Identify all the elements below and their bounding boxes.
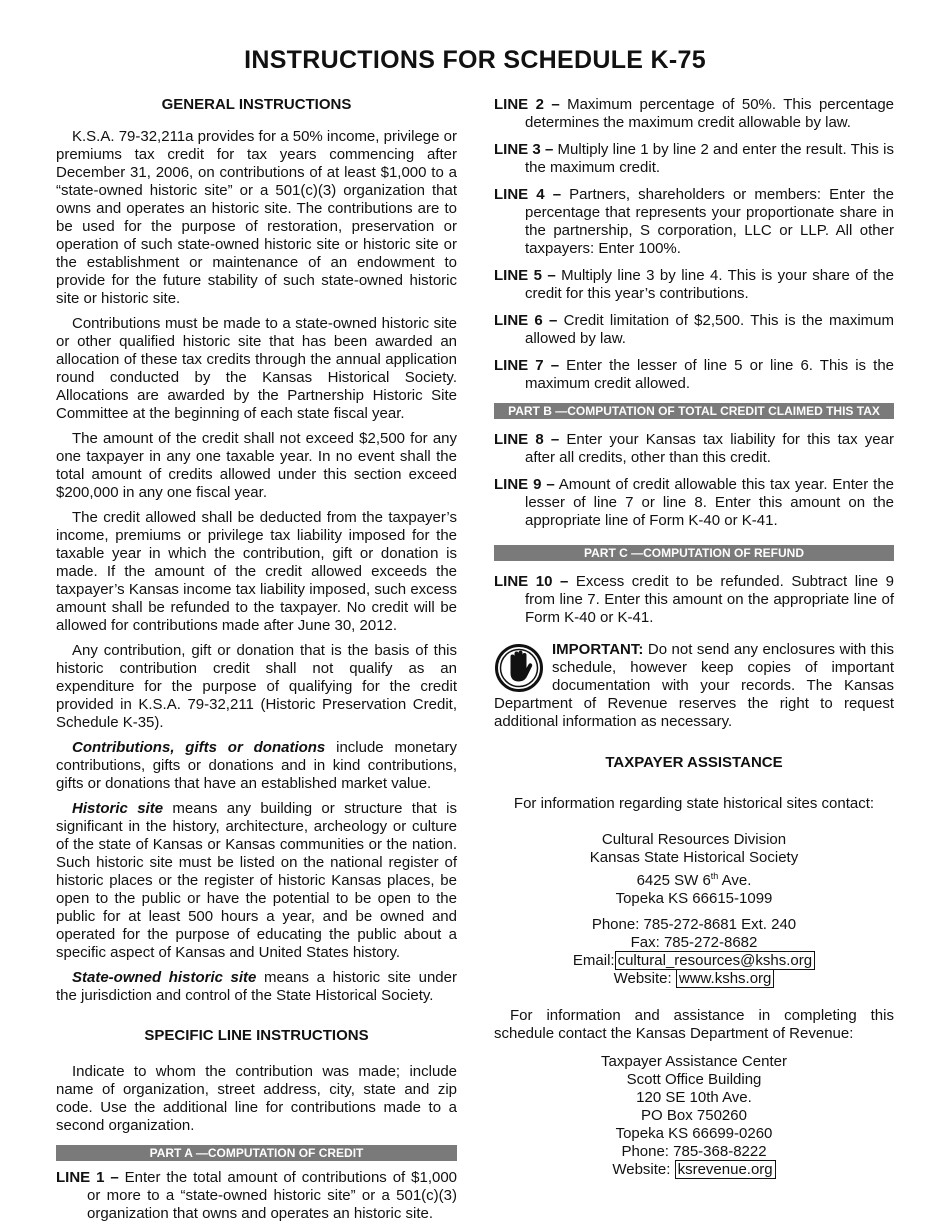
line-label: LINE 4 – <box>494 186 562 203</box>
definition-text: means any building or structure that is significant in the history, architecture, archeology or culture of the state of Kansas or Kansas communities or the nation. Such historic site must be listed on the national register of historic places or the register of historic Kansas places, be open to the public or have the potential to be open to the public for at least 500 hours a year, and be owned and operated for the purpose of educating the public about a specific aspect of Kansas and United States history. <box>56 800 457 961</box>
website-label: Website: <box>612 1161 675 1178</box>
part-c-bar: PART C —COMPUTATION OF REFUND <box>494 545 894 561</box>
right-column <box>494 96 894 1179</box>
line-label: LINE 7 – <box>494 357 560 374</box>
line-label: LINE 3 – <box>494 141 554 158</box>
street-text: 6425 SW 6 <box>636 872 711 889</box>
website-label: Website: <box>613 970 676 987</box>
part-a-bar: PART A —COMPUTATION OF CREDIT <box>56 1145 457 1161</box>
line-label: LINE 6 – <box>494 312 558 329</box>
khs-address-block <box>494 831 894 908</box>
definition-text: include monetary contributions, gifts or donations and in kind contributions, gifts or donations that have an established market value. <box>56 739 457 792</box>
website-link[interactable]: www.kshs.org <box>676 969 775 988</box>
important-text: Do not send any enclosures with this schedule, however keep copies of important documentation with your records. The Kansas Department of Revenue reserves the right to request additional information as necessary. <box>494 641 894 730</box>
definition-text: means a historic site under the jurisdiction and control of the State Historical Society. <box>56 969 457 1004</box>
specific-line-heading: SPECIFIC LINE INSTRUCTIONS <box>144 1027 369 1044</box>
kdor-intro: For information and assistance in completing this schedule contact the Kansas Department of Revenue: <box>494 1007 894 1042</box>
part-b-bar: PART B —COMPUTATION OF TOTAL CREDIT CLAIMED THIS TAX YEAR <box>494 403 894 419</box>
line-text: Credit limitation of $2,500. This is the maximum allowed by law. <box>525 312 895 347</box>
important-notice <box>494 641 894 731</box>
line-2-instruction <box>494 96 894 132</box>
line-text: Partners, shareholders or members: Enter the percentage that represents your proportionate share in the partnership, S corporation, LLC or LLP. All other taxpayers: Enter 100%. <box>525 186 894 257</box>
line-text: Excess credit to be refunded. Subtract line 9 from line 7. Enter this amount on the appropriate line of Form K-40 or K-41. <box>525 573 895 626</box>
line-text: Maximum percentage of 50%. This percentage determines the maximum credit allowable by law. <box>525 96 895 131</box>
definition-term: State-owned historic site <box>72 969 257 986</box>
line-9-instruction <box>494 476 894 530</box>
historical-sites-intro: For information regarding state historical sites contact: <box>513 795 875 812</box>
line-7-instruction <box>494 357 894 393</box>
raised-hand-icon <box>494 643 544 693</box>
address-line: 120 SE 10th Ave. <box>636 1089 752 1106</box>
line-10-instruction <box>494 573 894 627</box>
email-label: Email: <box>572 952 615 969</box>
line-5-instruction <box>494 267 894 303</box>
general-paragraph-5: Any contribution, gift or donation that is the basis of this historic contribution credit shall not qualify as an expenditure for the purpose of qualifying for the credit provided in K.S.A. 79-32,211 (Historic Preservation Credit, Schedule K-35). <box>56 642 457 731</box>
line-label: LINE 9 – <box>494 476 555 493</box>
line-label: LINE 2 – <box>494 96 560 113</box>
address-line: Taxpayer Assistance Center <box>601 1053 787 1070</box>
general-instructions-heading: GENERAL INSTRUCTIONS <box>161 96 352 113</box>
definition-historic-site <box>56 800 457 962</box>
website-link[interactable]: ksrevenue.org <box>675 1160 776 1179</box>
khs-website-row <box>494 970 894 988</box>
line-label: LINE 8 – <box>494 431 560 448</box>
taxpayer-assistance-heading: TAXPAYER ASSISTANCE <box>605 754 783 771</box>
kdor-website-row <box>494 1161 894 1179</box>
line-1-instruction <box>56 1169 457 1223</box>
address-line: Topeka KS 66615-1099 <box>615 890 773 907</box>
address-line: PO Box 750260 <box>641 1107 747 1124</box>
line-label: LINE 1 – <box>56 1169 119 1186</box>
kdor-address-block <box>494 1053 894 1179</box>
line-text: Enter your Kansas tax liability for this tax year after all credits, other than this credit. <box>525 431 894 466</box>
line-6-instruction <box>494 312 894 348</box>
line-text: Multiply line 3 by line 4. This is your share of the credit for this year’s contributions. <box>525 267 894 302</box>
address-line: Scott Office Building <box>626 1071 762 1088</box>
email-link[interactable]: cultural_resources@kshs.org <box>615 951 815 970</box>
address-line <box>494 867 894 890</box>
line-label: LINE 10 – <box>494 573 569 590</box>
khs-phone: Phone: 785-272-8681 Ext. 240 <box>591 916 797 933</box>
street-suffix: Ave. <box>718 872 752 889</box>
khs-email-row <box>494 952 894 970</box>
line-text: Enter the lesser of line 5 or line 6. This is the maximum credit allowed. <box>525 357 894 392</box>
line-text: Multiply line 1 by line 2 and enter the result. This is the maximum credit. <box>525 141 894 176</box>
address-line: Topeka KS 66699-0260 <box>615 1125 773 1142</box>
general-paragraph-3: The amount of the credit shall not exceed $2,500 for any one taxpayer in any one taxable year. In no event shall the total amount of credits allowed under this section exceed $200,000 in any one fiscal year. <box>56 430 457 501</box>
specific-intro: Indicate to whom the contribution was made; include name of organization, street address, city, state and zip code. Use the additional line for contributions made to a second organization. <box>56 1063 457 1134</box>
general-paragraph-1: K.S.A. 79-32,211a provides for a 50% income, privilege or premiums tax credit for tax years commencing after December 31, 2006, on contributions of at least $1,000 to a “state-owned historic site” or a 501(c)(3) organization that owns and operates an historic site. The contributions are to be used for the purpose of restoration, preservation or operation of such state-owned historic site or historic site or the establishment or maintenance of an endowment to provide for the future stability of such state-owned historic site or historic site. <box>56 128 457 307</box>
line-text: Enter the total amount of contributions of $1,000 or more to a “state-owned historic site” or a 501(c)(3) organization that owns and operates an historic site. <box>87 1169 458 1222</box>
definition-term: Contributions, gifts or donations <box>72 739 326 756</box>
line-text: Amount of credit allowable this tax year. Enter the lesser of line 7 or line 8. Enter this amount on the appropriate line of Form K-40 or K-41. <box>525 476 895 529</box>
address-line: Phone: 785-368-8222 <box>621 1143 767 1160</box>
line-3-instruction <box>494 141 894 177</box>
left-column <box>56 96 457 1232</box>
line-4-instruction <box>494 186 894 258</box>
ordinal-suffix: th <box>710 871 719 881</box>
definition-term: Historic site <box>72 800 164 817</box>
khs-fax: Fax: 785-272-8682 <box>630 934 758 951</box>
definition-state-owned <box>56 969 457 1005</box>
general-paragraph-2: Contributions must be made to a state-owned historic site or other qualified historic site that has been awarded an allocation of these tax credits through the annual application round conducted by the Kansas Historical Society. Allocations are awarded by the Partnership Historic Site Committee at the beginning of each state fiscal year. <box>56 315 457 422</box>
line-8-instruction <box>494 431 894 467</box>
definition-contributions <box>56 739 457 793</box>
general-paragraph-4: The credit allowed shall be deducted from the taxpayer’s income, premiums or privilege tax liability imposed for the taxable year in which the contribution, gift or donation is made. If the amount of the credit allowed exceeds the taxpayer’s Kansas income tax liability imposed, such excess amount shall be refunded to the taxpayer. No credit will be allowed for contributions made after June 30, 2012. <box>56 509 457 634</box>
address-line: Cultural Resources Division <box>601 831 787 848</box>
address-line: Kansas State Historical Society <box>589 849 799 866</box>
page-title: INSTRUCTIONS FOR SCHEDULE K-75 <box>244 46 706 74</box>
line-label: LINE 5 – <box>494 267 556 284</box>
important-label: IMPORTANT: <box>552 641 644 658</box>
